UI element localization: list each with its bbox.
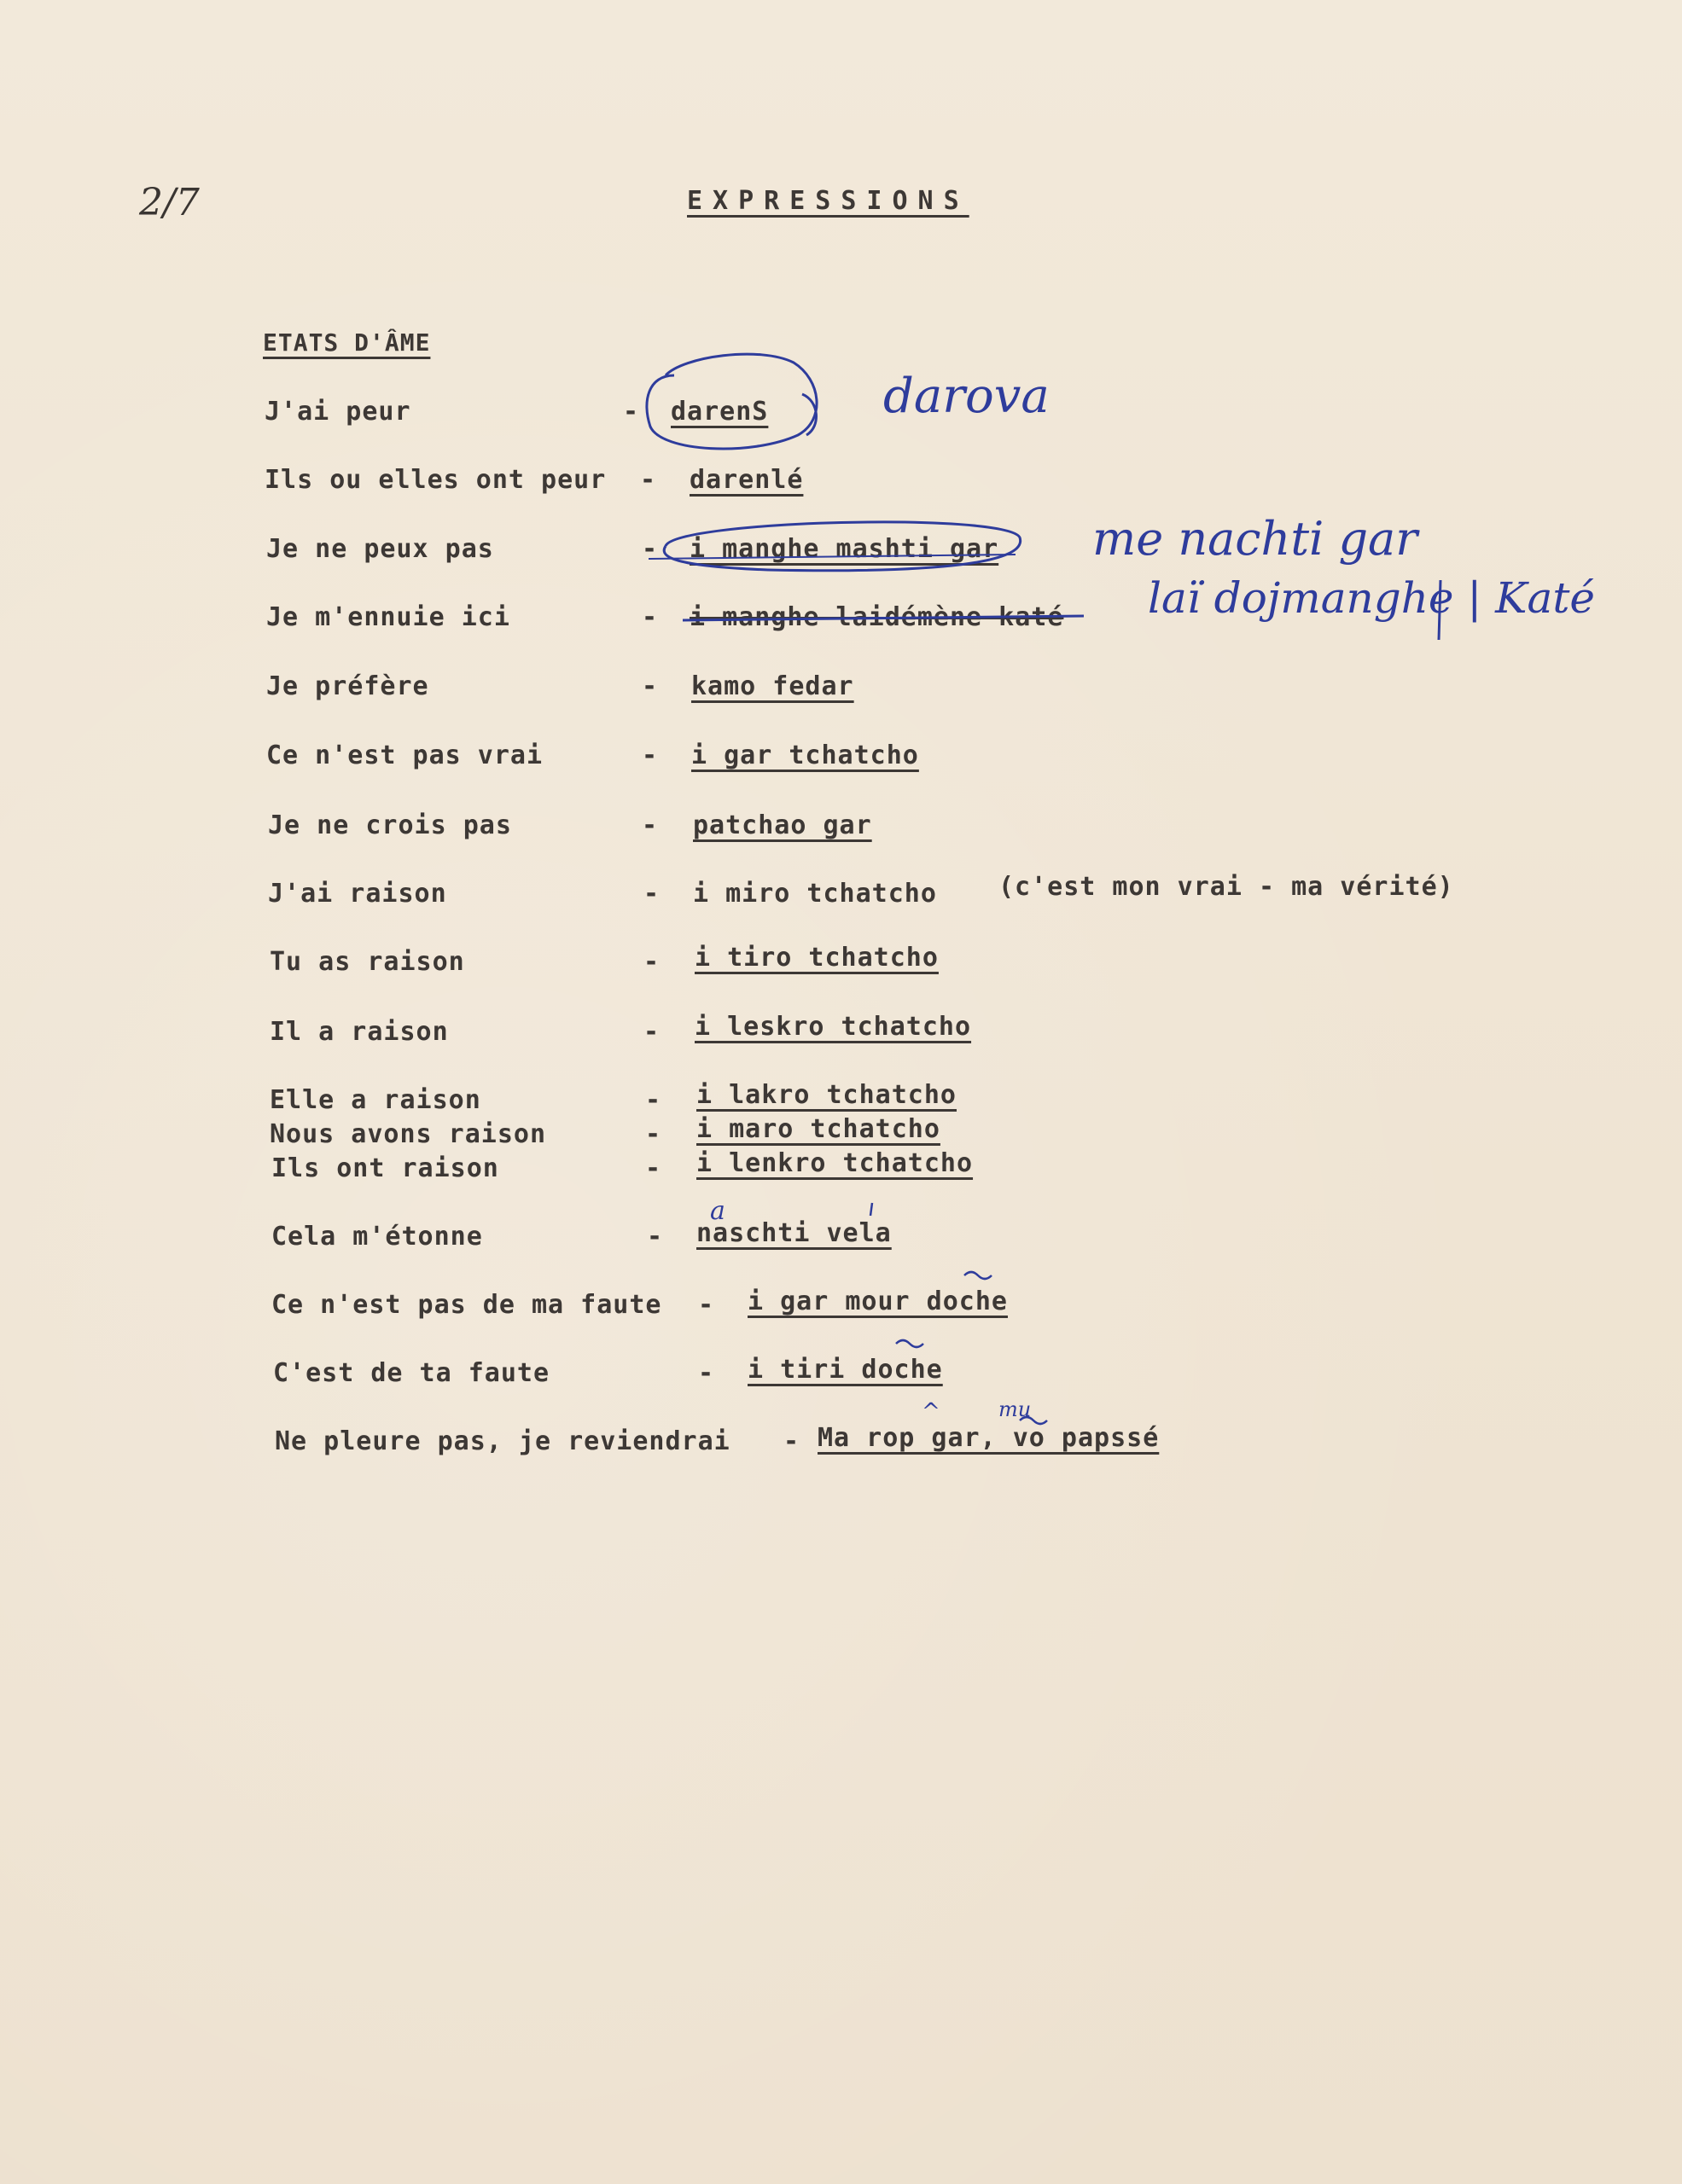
- pen-tilde-1: [964, 1272, 992, 1279]
- row-translation: i gar tchatcho: [691, 741, 919, 770]
- row-translation: Ma rop gar, vo papssé: [818, 1423, 1160, 1453]
- row-french: Il a raison: [270, 1017, 449, 1047]
- row-french: Nous avons raison: [270, 1119, 547, 1149]
- pen-accent-vela: [870, 1203, 872, 1216]
- row-dash: -: [640, 465, 657, 495]
- row-french: Je ne peux pas: [266, 534, 494, 564]
- row-dash: -: [647, 1222, 664, 1252]
- row-note: (c'est mon vrai - ma vérité): [998, 872, 1454, 902]
- row-translation: kamo fedar: [691, 671, 854, 701]
- row-translation: i lenkro tchatcho: [696, 1148, 974, 1178]
- row-translation: i tiro tchatcho: [695, 943, 939, 973]
- row-french: Ne pleure pas, je reviendrai: [275, 1426, 730, 1456]
- row-dash: -: [643, 947, 661, 977]
- row-french: Ce n'est pas vrai: [266, 741, 544, 770]
- row-french: J'ai raison: [268, 879, 447, 909]
- handwritten-darova: darova: [883, 369, 1050, 424]
- row-translation: patchao gar: [693, 810, 872, 840]
- row-translation: darenlé: [690, 465, 804, 495]
- row-dash: -: [645, 1153, 662, 1183]
- row-dash: -: [623, 397, 640, 427]
- row-translation: naschti vela: [696, 1218, 892, 1248]
- row-translation: i miro tchatcho: [693, 879, 937, 909]
- row-french: C'est de ta faute: [273, 1358, 550, 1388]
- row-dash: -: [783, 1426, 800, 1456]
- row-dash: -: [645, 1119, 662, 1149]
- row-french: Ce n'est pas de ma faute: [271, 1290, 662, 1320]
- row-french: Ils ont raison: [271, 1153, 499, 1183]
- row-dash: -: [698, 1358, 715, 1388]
- row-translation-struck: i manghe laidémène katé: [690, 602, 1064, 632]
- row-french: Je ne crois pas: [268, 810, 512, 840]
- row-dash: -: [642, 810, 659, 840]
- row-translation: i leskro tchatcho: [695, 1012, 972, 1042]
- row-french: J'ai peur: [265, 397, 411, 427]
- section-heading: ETATS D'ÂME: [263, 328, 431, 357]
- handwritten-correction-a: a: [710, 1196, 725, 1226]
- pen-bracket: [802, 394, 816, 435]
- row-french: Je préfère: [266, 671, 429, 701]
- row-translation: i tiri doche: [748, 1355, 943, 1385]
- row-french: Tu as raison: [270, 947, 465, 977]
- row-dash: -: [642, 534, 659, 564]
- row-french: Ils ou elles ont peur: [265, 465, 607, 495]
- row-dash: -: [645, 1085, 662, 1115]
- handwritten-lai-dojmanghe-kate: laï dojmanghe | Katé: [1148, 573, 1595, 623]
- handwritten-correction-mu: mu: [998, 1397, 1032, 1421]
- row-french: Elle a raison: [270, 1085, 481, 1115]
- row-french: Je m'ennuie ici: [266, 602, 510, 632]
- row-dash: -: [642, 671, 659, 701]
- row-dash: -: [698, 1290, 715, 1320]
- document-title: EXPRESSIONS: [687, 186, 969, 216]
- row-dash: -: [643, 1017, 661, 1047]
- pen-tilde-2: [896, 1340, 923, 1347]
- row-translation: i manghe mashti gar: [690, 534, 999, 564]
- row-dash: -: [642, 741, 659, 770]
- row-french: Cela m'étonne: [271, 1222, 483, 1252]
- handwritten-me-nachti-gar: me nachti gar: [1092, 512, 1418, 566]
- row-translation: i gar mour doche: [748, 1287, 1008, 1316]
- row-translation: i lakro tchatcho: [696, 1080, 957, 1110]
- row-dash: -: [643, 879, 661, 909]
- row-dash: -: [642, 602, 659, 632]
- row-translation: darenS: [671, 397, 769, 427]
- page-number: 2/7: [139, 181, 200, 224]
- row-translation: i maro tchatcho: [696, 1114, 940, 1144]
- handwritten-accent-circumflex: ^: [922, 1399, 940, 1425]
